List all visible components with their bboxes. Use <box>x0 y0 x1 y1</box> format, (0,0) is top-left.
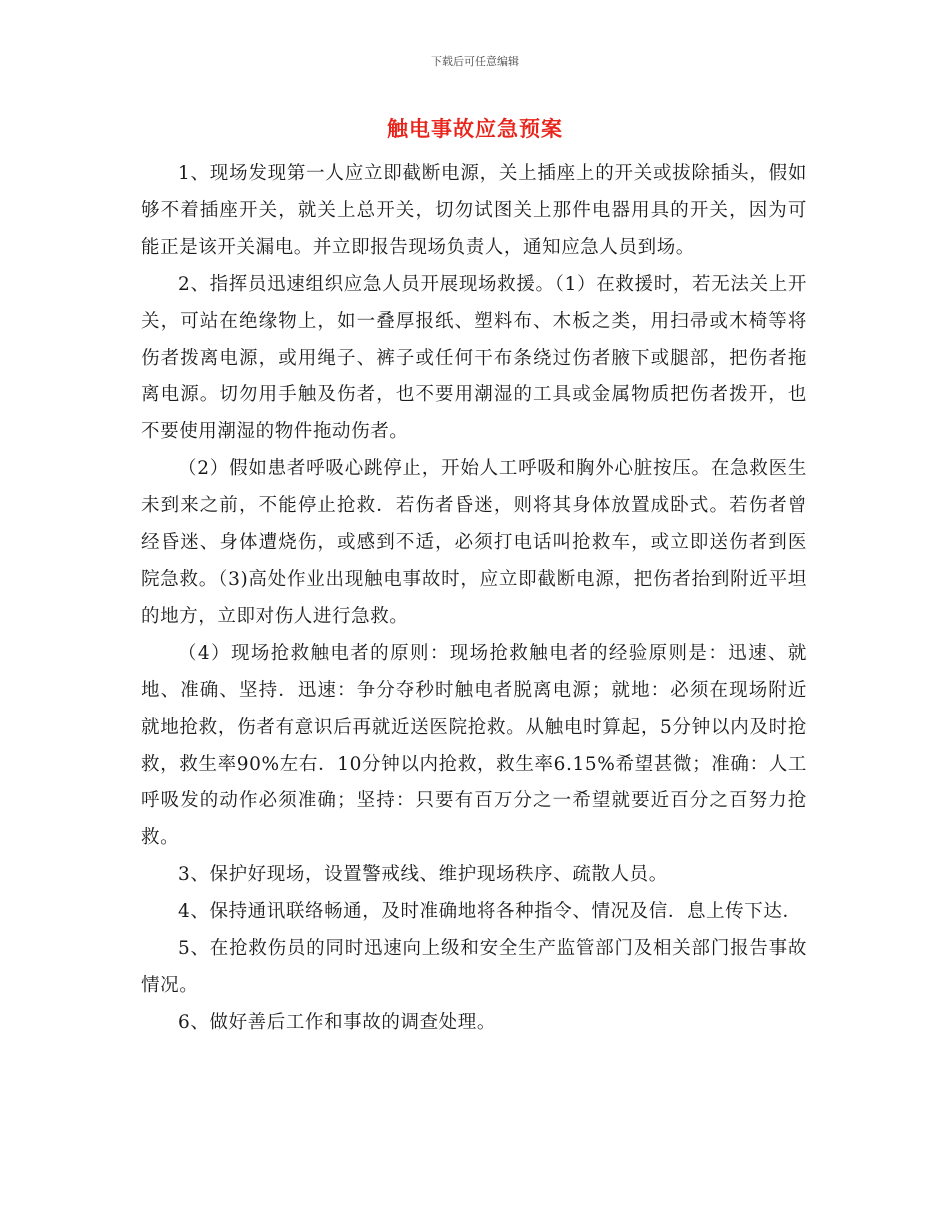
paragraph-1: 1、现场发现第一人应立即截断电源，关上插座上的开关或拔除插头，假如够不着插座开关，就关上总开关，切勿试图关上那件电器用具的开关，因为可能正是该开关漏电。并立即报告现场负责人，通知应急人员到场。 <box>141 163 807 258</box>
paragraph-4: （4）现场抢救触电者的原则：现场抢救触电者的经验原则是：迅速、就地、准确、坚持．迅速：争分夺秒时触电者脱离电源；就地：必须在现场附近就地抢救，伤者有意识后再就近送医院抢救。从触电时算起，5分钟以内及时抢救，救生率90%左右．10分钟以内抢救，救生率6.15%希望甚微；准确：人工呼吸发的动作必须准确；坚持：只要有百万分之一希望就要近百分之百努力抢救。 <box>141 642 807 849</box>
paragraph-2: 2、指挥员迅速组织应急人员开展现场救援。（1）在救援时，若无法关上开关，可站在绝缘物上，如一叠厚报纸、塑料布、木板之类，用扫帚或木椅等将伤者拨离电源，或用绳子、裤子或任何干布条绕过伤者腋下或腿部，把伤者拖离电源。切勿用手触及伤者，也不要用潮湿的工具或金属物质把伤者拨开，也不要使用潮湿的物件拖动伤者。 <box>141 273 807 443</box>
document-body <box>141 156 807 1042</box>
paragraph-5: 3、保护好现场，设置警戒线、维护现场秩序、疏散人员。 <box>178 864 668 886</box>
paragraph-6: 4、保持通讯联络畅通，及时准确地将各种指令、情况及信．息上传下达． <box>178 901 802 923</box>
paragraph-7: 5、在抢救伤员的同时迅速向上级和安全生产监管部门及相关部门报告事故情况。 <box>141 938 807 996</box>
paragraph-3: （2）假如患者呼吸心跳停止，开始人工呼吸和胸外心脏按压。在急救医生未到来之前，不能停止抢救．若伤者昏迷，则将其身体放置成卧式。若伤者曾经昏迷、身体遭烧伤，或感到不适，必须打电话叫抢救车，或立即送伤者到医院急救。（3)高处作业出现触电事故时，应立即截断电源，把伤者抬到附近平坦的地方，立即对伤人进行急救。 <box>141 458 807 627</box>
page-header: 下载后可任意编辑 <box>431 55 519 68</box>
paragraph-8: 6、做好善后工作和事故的调查处理。 <box>178 1011 496 1033</box>
document-title: 触电事故应急预案 <box>387 117 563 141</box>
